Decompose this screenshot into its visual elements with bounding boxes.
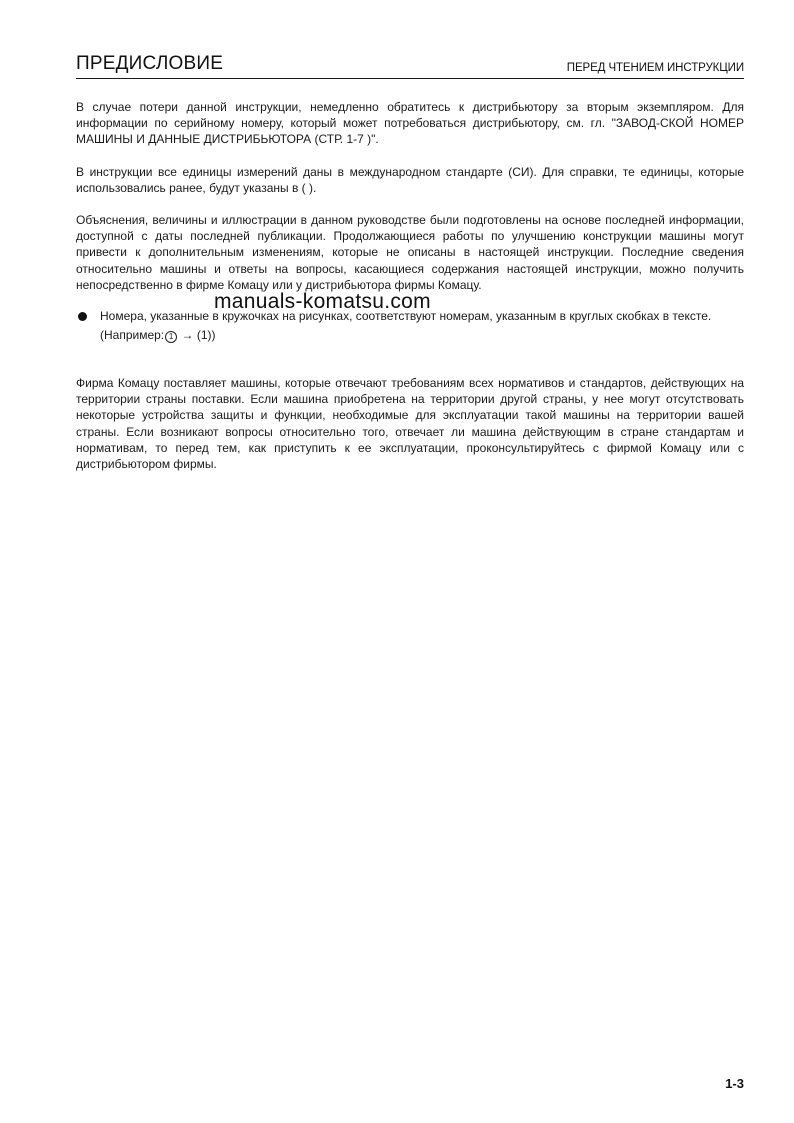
page-title: ПРЕДИСЛОВИЕ [76, 53, 224, 74]
bullet-icon [78, 312, 87, 321]
paragraph-si-units: В инструкции все единицы измерений даны в международном стандарте (СИ). Для справки, те единицы, которые использовались ранее, будут указаны в ( ). [76, 165, 744, 196]
section-title: ПЕРЕД ЧТЕНИЕМ ИНСТРУКЦИИ [566, 62, 744, 74]
arrow-right-icon: → [181, 328, 194, 343]
paragraph-standards: Фирма Комацу поставляет машины, которые отвечают требованиям всех нормативов и стандартов, действующих на территории страны поставки. Если машина приобретена на территории другой страны, у нее могут отсутствовать некоторые устройства защиты и функции, необходимые для эксплуатации такой машины на территории вашей страны. Если возникают вопросы относительно того, отвечает ли машина действующим в стране стандартам и нормативам, то перед тем, как приступить к ее эксплуатации, проконсультируйтесь с фирмой Комацу или с дистрибьютором фирмы. [76, 376, 744, 472]
example-suffix: (1)) [196, 328, 216, 343]
watermark: manuals-komatsu.com [214, 290, 431, 313]
page-header [76, 52, 744, 79]
paragraph-explanations: Объяснения, величины и иллюстрации в данном руководстве были подготовлены на основе последней информации, доступной с даты последней публикации. Продолжающиеся работы по улучшению конструкции машины могут привести к дополнительным изменениям, которые не описаны в настоящей инструкции. Последние сведения относительно машины и ответы на вопросы, касающиеся содержания настоящей инструкции, можно получить непосредственно в фирме Комацу или у дистрибьютора фирмы Комацу. [76, 213, 744, 292]
paragraph-lost-manual: В случае потери данной инструкции, немедленно обратитесь к дистрибьютору за вторым экземпляром. Для информации по серийному номеру, который может потребоваться дистрибьютору, см. гл. "ЗАВОД-СКОЙ НОМЕР МАШИНЫ И ДАННЫЕ ДИСТРИБЬЮТОРА (СТР. 1-7 )". [76, 100, 744, 147]
bullet-text: Номера, указанные в кружочках на рисунках, соответствуют номерам, указанным в круглых скобках в тексте. [100, 309, 712, 323]
example-prefix: (Например: [100, 328, 165, 343]
circled-number-icon: 1 [165, 331, 177, 343]
page-number: 1-3 [725, 1076, 744, 1091]
bullet-example [100, 327, 744, 343]
